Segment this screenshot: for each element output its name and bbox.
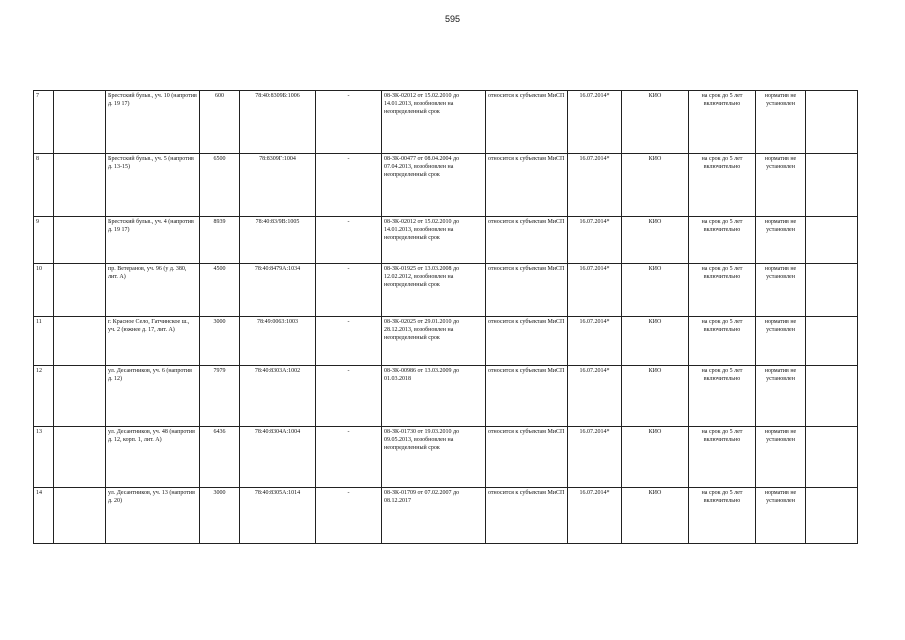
- area-cell: 6500: [200, 154, 240, 217]
- address-cell: г. Красное Село, Гатчинское ш., уч. 2 (южнее д. 17, лит. А): [106, 317, 200, 366]
- row-number-cell: 9: [34, 217, 54, 264]
- cadastral-number-cell: 78:40:8303А:1002: [240, 366, 316, 427]
- term-cell: на срок до 5 лет включительно: [689, 217, 756, 264]
- area-cell: 7979: [200, 366, 240, 427]
- row-number-cell: 12: [34, 366, 54, 427]
- table-row: [34, 264, 858, 317]
- norm-cell: норматив не установлен: [756, 91, 806, 154]
- norm-cell: норматив не установлен: [756, 488, 806, 544]
- address-cell: ул. Десантников, уч. 6 (напротив д. 12): [106, 366, 200, 427]
- table-row: [34, 427, 858, 488]
- term-cell: на срок до 5 лет включительно: [689, 154, 756, 217]
- row-number-cell: 13: [34, 427, 54, 488]
- term-cell: на срок до 5 лет включительно: [689, 317, 756, 366]
- row-number-cell: 11: [34, 317, 54, 366]
- smb-status-cell: относится к субъектам МиСП: [486, 91, 568, 154]
- address-cell: пр. Ветеранов, уч. 96 (у д. 380, лит. А): [106, 264, 200, 317]
- blank-cell-cell: [54, 366, 106, 427]
- dash-cell: -: [316, 427, 382, 488]
- contract-cell: 08-ЗК-00477 от 08.04.2004 до 07.04.2013, возобновлен на неопределенный срок: [382, 154, 486, 217]
- norm-cell: норматив не установлен: [756, 217, 806, 264]
- contract-cell: 08-ЗК-02012 от 15.02.2010 до 14.01.2013, возобновлен на неопределенный срок: [382, 217, 486, 264]
- norm-cell: норматив не установлен: [756, 317, 806, 366]
- table-row: [34, 91, 858, 154]
- authority-cell: КИО: [622, 154, 689, 217]
- blank-cell-end-cell: [806, 317, 858, 366]
- term-cell: на срок до 5 лет включительно: [689, 91, 756, 154]
- table-body: [34, 91, 858, 544]
- area-cell: 3000: [200, 317, 240, 366]
- row-number-cell: 14: [34, 488, 54, 544]
- blank-cell-end-cell: [806, 154, 858, 217]
- smb-status-cell: относится к субъектам МиСП: [486, 264, 568, 317]
- blank-cell-cell: [54, 317, 106, 366]
- cadastral-number-cell: 78:8309Г:1004: [240, 154, 316, 217]
- area-cell: 600: [200, 91, 240, 154]
- contract-cell: 08-ЗК-01730 от 19.03.2010 до 09.05.2013, возобновлен на неопределенный срок: [382, 427, 486, 488]
- authority-cell: КИО: [622, 427, 689, 488]
- dash-cell: -: [316, 317, 382, 366]
- blank-cell-end-cell: [806, 91, 858, 154]
- contract-cell: 08-ЗК-01709 от 07.02.2007 до 08.12.2017: [382, 488, 486, 544]
- cadastral-number-cell: 78:40:8309Б:1006: [240, 91, 316, 154]
- smb-status-cell: относится к субъектам МиСП: [486, 427, 568, 488]
- area-cell: 6436: [200, 427, 240, 488]
- term-cell: на срок до 5 лет включительно: [689, 488, 756, 544]
- term-cell: на срок до 5 лет включительно: [689, 366, 756, 427]
- smb-status-cell: относится к субъектам МиСП: [486, 366, 568, 427]
- contract-cell: 08-ЗК-02012 от 15.02.2010 до 14.01.2013, возобновлен на неопределенный срок: [382, 91, 486, 154]
- contract-cell: 08-ЗК-01925 от 13.03.2008 до 12.02.2012, возобновлен на неопределенный срок: [382, 264, 486, 317]
- dash-cell: -: [316, 91, 382, 154]
- dash-cell: -: [316, 366, 382, 427]
- date-cell: 16.07.2014*: [568, 217, 622, 264]
- smb-status-cell: относится к субъектам МиСП: [486, 154, 568, 217]
- address-cell: ул. Десантников, уч. 48 (напротив д. 12, корп. 1, лит. А): [106, 427, 200, 488]
- blank-cell-cell: [54, 91, 106, 154]
- table-row: [34, 217, 858, 264]
- norm-cell: норматив не установлен: [756, 154, 806, 217]
- norm-cell: норматив не установлен: [756, 366, 806, 427]
- area-cell: 3000: [200, 488, 240, 544]
- blank-cell-cell: [54, 154, 106, 217]
- page-number: 595: [444, 14, 461, 24]
- term-cell: на срок до 5 лет включительно: [689, 264, 756, 317]
- cadastral-number-cell: 78:40:8304А:1004: [240, 427, 316, 488]
- dash-cell: -: [316, 264, 382, 317]
- smb-status-cell: относится к субъектам МиСП: [486, 317, 568, 366]
- date-cell: 16.07.2014*: [568, 488, 622, 544]
- authority-cell: КИО: [622, 317, 689, 366]
- authority-cell: КИО: [622, 91, 689, 154]
- blank-cell-end-cell: [806, 217, 858, 264]
- cadastral-number-cell: 78:49:0063:1003: [240, 317, 316, 366]
- authority-cell: КИО: [622, 488, 689, 544]
- date-cell: 16.07.2014*: [568, 154, 622, 217]
- date-cell: 16.07.2014*: [568, 91, 622, 154]
- cadastral-number-cell: 78:40:83/9В:1005: [240, 217, 316, 264]
- date-cell: 16.07.2014*: [568, 427, 622, 488]
- date-cell: 16.07.2014*: [568, 317, 622, 366]
- dash-cell: -: [316, 217, 382, 264]
- address-cell: Брестский бульв., уч. 10 (напротив д. 19 17): [106, 91, 200, 154]
- blank-cell-end-cell: [806, 427, 858, 488]
- area-cell: 4500: [200, 264, 240, 317]
- authority-cell: КИО: [622, 366, 689, 427]
- cadastral-number-cell: 78:40:8479А:1034: [240, 264, 316, 317]
- term-cell: на срок до 5 лет включительно: [689, 427, 756, 488]
- table-row: [34, 154, 858, 217]
- row-number-cell: 10: [34, 264, 54, 317]
- table-row: [34, 366, 858, 427]
- lease-table: [33, 90, 858, 544]
- authority-cell: КИО: [622, 217, 689, 264]
- norm-cell: норматив не установлен: [756, 264, 806, 317]
- table-row: [34, 317, 858, 366]
- dash-cell: -: [316, 488, 382, 544]
- smb-status-cell: относится к субъектам МиСП: [486, 488, 568, 544]
- contract-cell: 08-ЗК-02025 от 29.01.2010 до 28.12.2013, возобновлен на неопределенный срок: [382, 317, 486, 366]
- address-cell: Брестский бульв., уч. 4 (напротив д. 19 17): [106, 217, 200, 264]
- row-number-cell: 8: [34, 154, 54, 217]
- date-cell: 16.07.2014*: [568, 264, 622, 317]
- blank-cell-cell: [54, 217, 106, 264]
- blank-cell-end-cell: [806, 366, 858, 427]
- table-row: [34, 488, 858, 544]
- cadastral-number-cell: 78:40:8305А:1014: [240, 488, 316, 544]
- address-cell: Брестский бульв., уч. 5 (напротив д. 13-15): [106, 154, 200, 217]
- blank-cell-cell: [54, 427, 106, 488]
- norm-cell: норматив не установлен: [756, 427, 806, 488]
- row-number-cell: 7: [34, 91, 54, 154]
- blank-cell-end-cell: [806, 264, 858, 317]
- contract-cell: 08-ЗК-00986 от 13.03.2009 до 01.03.2018: [382, 366, 486, 427]
- authority-cell: КИО: [622, 264, 689, 317]
- area-cell: 8939: [200, 217, 240, 264]
- blank-cell-cell: [54, 488, 106, 544]
- smb-status-cell: относится к субъектам МиСП: [486, 217, 568, 264]
- date-cell: 16.07.2014*: [568, 366, 622, 427]
- address-cell: ул. Десантников, уч. 13 (напротив д. 20): [106, 488, 200, 544]
- blank-cell-cell: [54, 264, 106, 317]
- blank-cell-end-cell: [806, 488, 858, 544]
- dash-cell: -: [316, 154, 382, 217]
